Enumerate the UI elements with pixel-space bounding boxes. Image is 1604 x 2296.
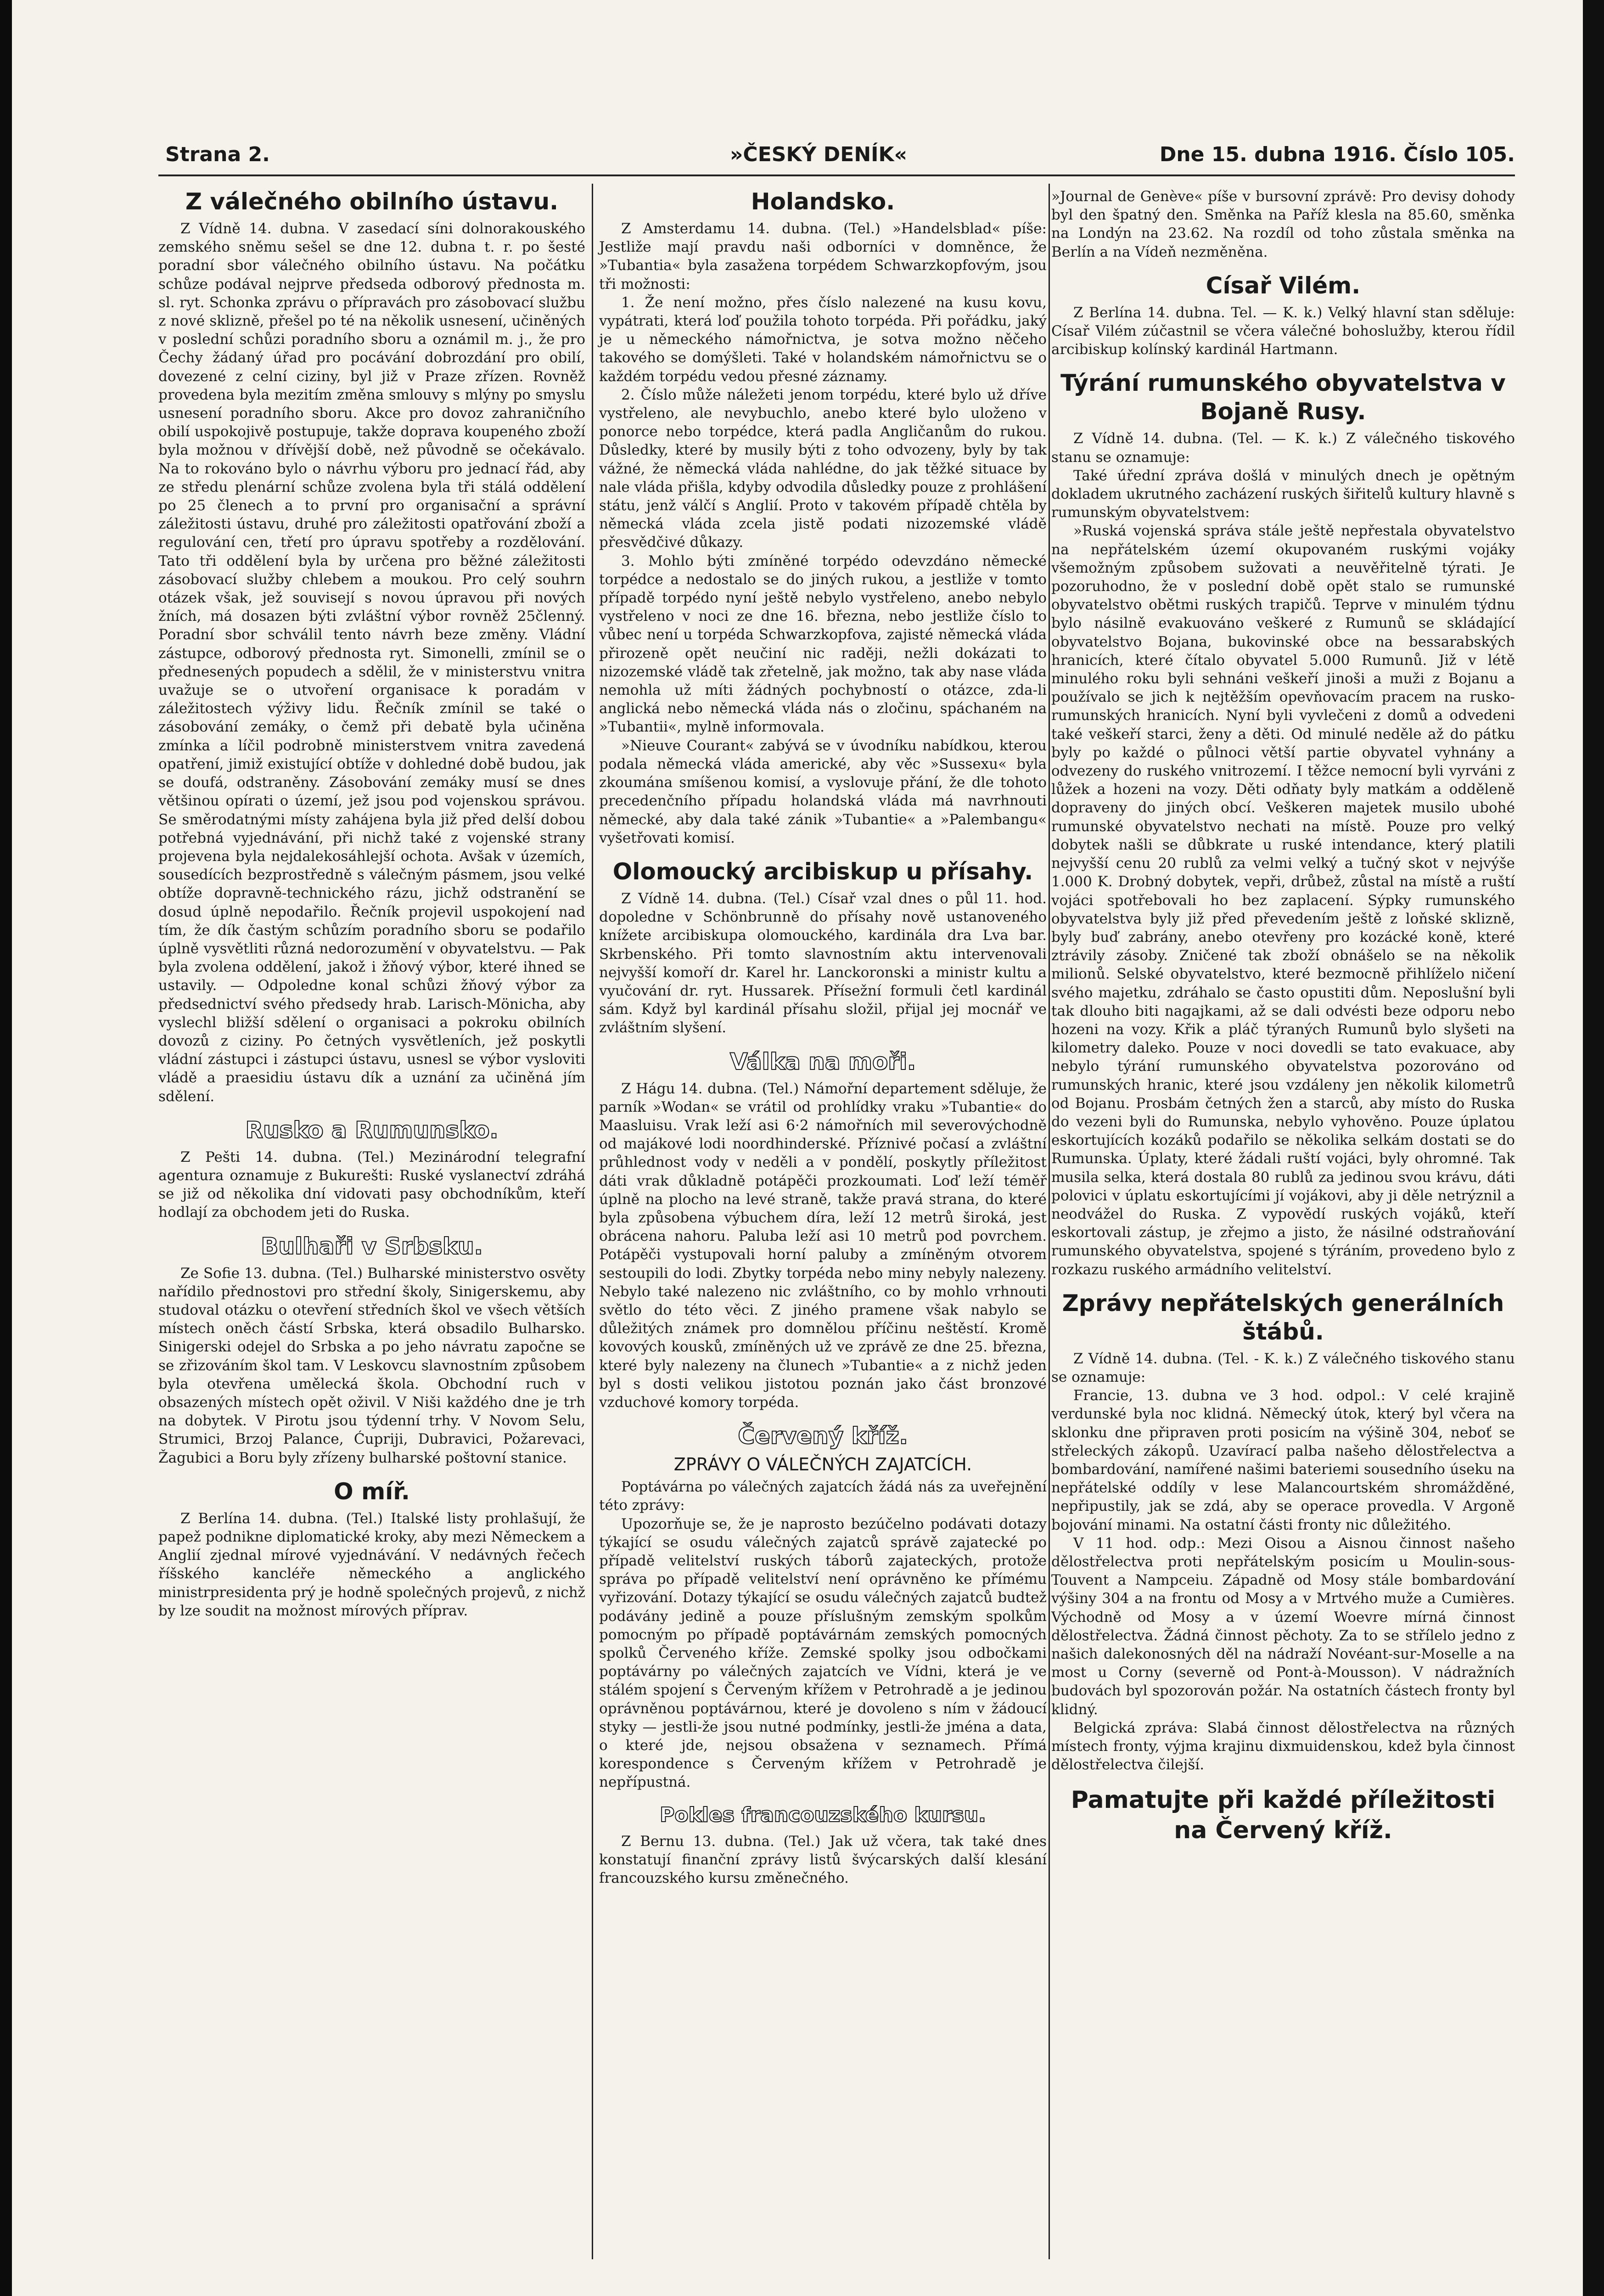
article-paragraph: Z Bernu 13. dubna. (Tel.) Jak už včera, tak také dnes konstatují finanční zprávy listů švýcarských další klesání francouzského kursu změnečného.: [599, 1833, 1047, 1887]
article: [599, 1047, 1047, 1412]
column-middle: [599, 187, 1047, 1887]
article-headline: Rusko a Rumunsko.: [245, 1116, 499, 1143]
scan-edge-left: [0, 0, 12, 2296]
column-right: [1051, 187, 1515, 1846]
article-headline: Císař Vilém.: [1206, 272, 1361, 299]
article-paragraph: Z Vídně 14. dubna. (Tel.) Císař vzal dnes o půl 11. hod. dopoledne v Schönbrunně do přísahy nově ustanoveného knížete arcibiskupa olomouckého, kardinála dra Lva bar. Skrbenského. Při tomto slavnostním aktu intervenovali nejvyšší komoří dr. Karel hr. Lanckoronski a ministr kultu a vyučování dr. ryt. Hussarek. Přísežní formuli četl kardinál sám. Když byl kardinál přísahu složil, přijal jej mocnář ve zvláštním slyšení.: [599, 890, 1047, 1036]
article: [1051, 1289, 1515, 1774]
column-rule: [592, 184, 593, 2259]
article-paragraph: Belgická zpráva: Slabá činnost dělostřelectva na různých místech fronty, výjma krajinu dixmuidenskou, kdež byla činnost dělostřelectva čilejší.: [1051, 1719, 1515, 1773]
article-paragraph: Francie, 13. dubna ve 3 hod. odpol.: V celé krajině verdunské byla noc klidná. Německý útok, který byl včera na sklonku dne připraven proti posicím na výšině 304, neboť se střeleckých zákopů. Uzavírací palba našeho dělostřelectva a bombardování, namířené našimi bateriemi sousedního úseku na nepřátelské oddíly v lese Malancourtském shromážděné, nepřipustily, jak se zdá, aby se operace provedla. V Argoně bojování minami. Na ostatní části fronty nic důležitého.: [1051, 1387, 1515, 1533]
article-paragraph: Z Vídně 14. dubna. V zasedací síni dolnorakouského zemského sněmu sešel se dne 12. dubna t. r. po šesté poradní sbor válečného obilního ústavu. Na počátku schůze podával nejprve předseda odborový přednosta m. sl. ryt. Schonka zprávu o přípravách pro zásobovací službu z nové sklizně, přešel po té na několik usnesení, učiněných v poslední schůzi poradního sboru a oznámil m. j., že pro Čechy žádaný úřad pro pocávání dobrozdání pro obilí, dovezené z celní ciziny, byl již v Praze zřízen. Rovněž provedena byla mezitím změna smlouvy s mlýny po smyslu usnesení poradního sboru. Akce pro dovoz zahraničního obilí uspokojivě postupuje, takže doprava koupeného zboží byla možnou v dřívější době, než původně se očekávalo. Na to rokováno bylo o návrhu výboru pro jednací řád, aby ze středu plenární schůze zvolena byla tři stálá oddělení po 25 členech a to první pro organisační a správní záležitosti ústavu, druhé pro záležitosti opatřování zboží a regulování cen, třetí pro úpravu spotřeby a rozdělování. Tato tři oddělení byla by určena pro běžné záležitosti zásobovací služby chlebem a moukou. Pro celý souhrn otázek však, jež souvisejí s novou úpravou při nových žních, má dosazen býti zvláštní výbor rovněž 25členný. Poradní sbor schválil tento návrh beze změny. Vládní zástupce, odborový přednosta ryt. Simonelli, zmínil se o přednesených popudech a sdělil, že v ministerstvu vnitra uvažuje se o utvoření organisace k poradám v záležitostech výživy lidu. Řečník zmínil se také o zásobování zemáky, o čemž při debatě byla učiněna zmínka a líčil podrobně ministerstvem vnitra zavedená opatření, jimiž existující obtíže v dohledné době budou, jak se doufá, odstraněny. Zásobování zemáky musí se dnes většinou opírati o území, jež jsou pod vojenskou správou. Se směrodatnými místy zahájena byla již před delší dobou potřebná vyjednávání, při nichž také z vojenské strany projevena byla nejdalekosáhlejší ochota. Avšak v územích, sousedících bezprostředně s válečným pásmem, jsou velké obtíže dopravně-technického rázu, jichž odstranění se dosud úplně nepodařilo. Řečník projevil uspokojení nad tím, že dík častým schůzím poradního sboru se podařilo úplně vysvětliti různá nedorozumění v obyvatelstvu. — Pak byla zvolena oddělení, jakož i žňový výbor, které ihned se ustavily. — Odpoledne konal schůzi žňový výbor za předsednictví svého předsedy hrab. Larisch-Mönicha, aby vyslechl bližší sdělení o organisaci a pokroku obilních dovozů z ciziny. Po četných vysvětleních, jež poskytli vládní zástupci i zástupci ústavu, usnesl se výbor vysloviti vládě a praesidiu ústavu dík a uznání za učiněná jím sdělení.: [158, 220, 585, 1105]
page-number: Strana 2.: [165, 143, 270, 166]
column-rule: [1049, 184, 1050, 2259]
article-paragraph: Také úřední zpráva došlá v minulých dnech je opětným dokladem ukrutného zacházení ruských šiřitelů kultury hlavně s rumunským obyvatelstvem:: [1051, 467, 1515, 521]
article-paragraph: 3. Mohlo býti zmíněné torpédo odevzdáno německé torpédce a nedostalo se do jiných rukou, a jestliže v tomto případě torpédo nyní ještě nebylo vystřeleno, anebo nebylo vystřeleno v noci ze dne 16. března, nebo jestliže číslo to vůbec není u torpéda Schwarzkopfova, zajisté německá vláda přirozeně opět neučiní nic raději, nežli dokázati to nizozemské vládě tak zřetelně, jak možno, tak aby nase vláda nemohla už míti žádných pochybností o otázce, zda-li anglická nebo německá vláda nás o zločinu, spáchaném na »Tubantii«, mylně informovala.: [599, 552, 1047, 736]
article-paragraph: Z Berlína 14. dubna. (Tel.) Italské listy prohlašují, že papež podnikne diplomatické kroky, aby mezi Německem a Anglií zjednal mírové vyjednávání. V nedávných řečech říšského kancléře německého a anglického ministrpresidenta prý je hodně společných projevů, z nichž by lze soudit na možnost mírových příprav.: [158, 1510, 585, 1619]
date-issue: Dne 15. dubna 1916. Číslo 105.: [1159, 143, 1515, 166]
article-headline: Červený kříž.: [738, 1423, 908, 1450]
header-rule: [158, 174, 1515, 176]
article-paragraph: 2. Číslo může náležeti jenom torpédu, které bylo už dříve vystřeleno, ale nevybuchlo, anebo které bylo uloženo v ponorce nebo torpédce, která padla Angličanům do rukou. Důsledky, které by musily býti z toho odvozeny, byly by tak vážné, že německá vláda nahlédne, do jak těžké situace by nale vláda přišla, kdyby odvodila důsledky pouze z prohlášení státu, jenž válčí s Anglií. Proto v takovém případě chtěla by německá vláda zcela jistě podati nizozemské vládě přesvědčivé důkazy.: [599, 386, 1047, 551]
article-paragraph: Upozorňuje se, že je naprosto bezúčelno podávati dotazy týkající se osudu válečných zajatců správě zajatecké po případě velitelství ruských táborů zajateckých, protože správa po případě velitelství není oprávněno ke přímému vyřizování. Dotazy týkající se osudu válečných zajatců budtež podávány jedině a pouze příslušným zemským spolkům pomocným po případě poptávárnám zemských pomocných spolků Červeného kříže. Zemské spolky jsou odbočkami poptávárny po válečných zajatcích ve Vídni, která je ve stálém spojení s Červeným křížem v Petrohradě a je jedinou oprávněnou poptávárnou, které je dovoleno s ním v žádoucí styky — jestli-že jsou nutné podmínky, jestli-že jména a data, o které jde, nejsou obsažena v seznamech. Přímá korespondence s Červeným křížem v Petrohradě je nepřípustná.: [599, 1515, 1047, 1791]
article: [599, 1422, 1047, 1791]
scan-edge-right: [1583, 0, 1604, 2296]
article-paragraph: Ze Sofie 13. dubna. (Tel.) Bulharské ministerstvo osvěty nařídilo přednostovi pro střední školy, Sinigerskemu, aby studoval otázku o otevření středních škol ve všech větších místech oněch částí Srbska, která obsadilo Bulharsko. Sinigerski odejel do Srbska a po jeho návratu započne se se zřizováním škol tam. V Leskovcu slavnostním způsobem byla otevřena umělecká škola. Obchodní ruch v obsazených místech opět oživil. V Niši každého dne je trh na dobytek. V Pirotu jsou týdenní trhy. V Novom Selu, Strumici, Brzoj Palance, Ćupriji, Dubravici, Požarevaci, Žagubici a Boru byly zřízeny bulharské poštovní stanice.: [158, 1265, 585, 1466]
article: [1051, 187, 1515, 261]
article-headline: Zprávy nepřátelských generálních štábů.: [1062, 1289, 1504, 1345]
article: [599, 857, 1047, 1037]
article-paragraph: Z Pešti 14. dubna. (Tel.) Mezinárodní telegrafní agentura oznamuje z Bukurešti: Ruské vyslanectví zdráhá se již od několika dní vidovati pasy obchodníkům, kteří hodlají za obchodem jeti do Ruska.: [158, 1148, 585, 1221]
article-headline: Olomoucký arcibiskup u přísahy.: [612, 858, 1033, 885]
article-paragraph: Poptávárna po válečných zajatcích žádá nás za uveřejnění této zprávy:: [599, 1479, 1047, 1514]
article-headline: Válka na moři.: [729, 1048, 916, 1075]
article-paragraph: Z Berlína 14. dubna. Tel. — K. k.) Velký hlavní stan sděluje: Císař Vilém zúčastnil se včera válečné bohoslužby, kterou řídil arcibiskup kolínský kardinál Hartmann.: [1051, 304, 1515, 358]
article: [158, 1232, 585, 1467]
article-headline: Z válečného obilního ústavu.: [185, 188, 559, 215]
red-cross-appeal: Pamatujte při každé příležitosti na Červený kříž.: [1071, 1786, 1496, 1845]
article-paragraph: Z Vídně 14. dubna. (Tel. - K. k.) Z válečného tiskového stanu se oznamuje:: [1051, 1350, 1515, 1385]
article-paragraph: »Nieuve Courant« zabývá se v úvodníku nabídkou, kterou podala německá vláda americké, aby věc »Sussexu« byla zkoumána smíšenou komisí, a vyslovuje přání, že dle tohoto precedenčního případu holandská vláda má navrhnouti německé, aby dala také zánik »Tubantie« a »Palembangu« vyšetřovati komisí.: [599, 737, 1047, 846]
page-header: [165, 140, 1515, 172]
article: [599, 187, 1047, 847]
article: [158, 187, 585, 1106]
article: [1051, 271, 1515, 359]
article-paragraph: Z Vídně 14. dubna. (Tel. — K. k.) Z válečného tiskového stanu se oznamuje:: [1051, 430, 1515, 466]
article: [1051, 369, 1515, 1278]
article-headline: Bulhaři v Srbsku.: [261, 1232, 483, 1260]
article-paragraph: »Ruská vojenská správa stále ještě nepřestala obyvatelstvo na nepřátelském území okupovaném ruskými vojáky všemožným způsobem sužovati a neuvěřitelně týrati. Je pozoruhodno, že v poslední době opět stalo se rumunské obyvatelstvo obětmi ruských trapičů. Teprve v minulém týdnu bylo násilně evakuováno veškeré z Rumunů se skládající obyvatelstvo Bojana, bukovinské obce na bessarabských hranicích, které čítalo obyvatel 5.000 Rumunů. Již v létě minulého roku byli sehnáni veškeří jinoši a muži z Bojanu a používalo se jich k nejtěžším opevňovacím pracem na rusko-rumunských hranicích. Nyní byli vyvlečeni z domů a odvedeni také veškeří starci, ženy a děti. Od minulé neděle až do pátku byly po každé o půlnoci větší partie obyvatel vyhnány a odvezeny do ruského vnitrozemí. I těžce nemocní byli vyrváni z lůžek a hozeni na vozy. Děti odňaty byly matkám a odděleně dopraveny do jiných obcí. Veškeren majetek musilo ubohé rumunské obyvatelstvo nechati na místě. Pouze pro velký dobytek našli se důbkrate u ruské intendance, který platili nejvyšší cenu 20 rublů za velmi velký a tučný skot v nejvýše 1.000 K. Drobný dobytek, vepři, drůbež, zůstal na místě a ruští vojáci spotřebovali ho bez zaplacení. Sýpky rumunského obyvatelstva byly již před převedením ještě z loňské sklizně, byly buď zabrány, anebo otevřeny pro kozácké koně, které ztrávily zásoby. Zničené tak zboží obnášelo se na několik milionů. Selské obyvatelstvo, které bezmocně přihlíželo ničení svého majetku, zdráhalo se často opustiti dům. Neposlušní byli tak dlouho biti nagajkami, až se dali odvésti beze odporu nebo hozeni na vozy. Křik a pláč týraných Rumunů bylo slyšeti na kilometry daleko. Pouze v noci dovedli se tato evakuace, aby nebylo týrání rumunského obyvatelstva pozorováno od rumunských hranic, které jsou vzdáleny jen několik kilometrů od Bojanu. Prosbám četných žen a starců, aby místo do Ruska do vezeni byli do Rumunska, nebylo vyhověno. Pouze úplatou eskortujících kozáků podařilo se několika selkám dostati se do Rumunska. Úplaty, které žádali ruští vojáci, byly ohromné. Tak musila selka, která dostala 80 rublů za jedinou svou krávu, dáti polovici v úplatu eskortujícími jí vojákovi, aby ji děle netrýznil a neodvážel do Ruska. Z vypovědí ruských vojáků, kteří eskortovali zástup, je zřejmo a jisto, že násilné odstraňování rumunského obyvatelstva, spojené s týráním, provedeno bylo z rozkazu ruského armádního velitelství.: [1051, 523, 1515, 1278]
article: [158, 1477, 585, 1620]
article: [599, 1802, 1047, 1888]
column-left: [158, 187, 585, 1620]
article-headline: Týrání rumunského obyvatelstva v Bojaně Rusy.: [1060, 370, 1506, 425]
article-paragraph: 1. Že není možno, přes číslo nalezené na kusu kovu, vypátrati, která loď použila tohoto torpéda. Při pořádku, jaký je u německého námořnictva, je sotva možno něčeho takového se domýšleti. Také v holandském námořnictvu se o každém torpédu vedou přesné záznamy.: [599, 294, 1047, 385]
article-paragraph: Z Hágu 14. dubna. (Tel.) Námořní departement sděluje, že parník »Wodan« se vrátil od prohlídky vraku »Tubantie« do Maasluisu. Vrak leží asi 6·2 námořních mil severovýchodně od majákové lodi noordhinderské. Příznivé počasí a zvláštní průhlednost vody v neděli a v pondělí, poskytly příležitost dáti vrak důkladně potápěči prozkoumati. Loď leží téměř úplně na plocho na levé straně, takže pravá strana, do které byla způsobena výbuchem díra, leží 12 metrů široká, jest obrácena nahoru. Paluba leží asi 10 metrů pod povrchem. Potápěči vystupovali horní paluby a zmíněným otvorem sestoupili do lodi. Zbytky torpéda nebo miny nebyly nalezeny. Nebylo také nalezeno nic zvláštního, co by mohlo vrhnouti světlo do této věci. Z jiného pramene však nabylo se důležitých známek pro domnělou příčinu neštěstí. Kromě kovových kousků, zmíněných už ve zprávě ze dne 25. března, které byly nalezeny na člunech »Tubantie« a z nichž jeden byl s dosti velikou jistotou poznán jako část bronzové vzduchové komory torpéda.: [599, 1080, 1047, 1411]
article-headline: O míř.: [334, 1478, 410, 1505]
article-subheadline: ZPRÁVY O VÁLEČNÝCH ZAJATCÍCH.: [673, 1454, 972, 1475]
article-paragraph: Z Amsterdamu 14. dubna. (Tel.) »Handelsblad« píše: Jestliže mají pravdu naši odborníci v domněnce, že »Tubantia« byla zasažena torpédem Schwarzkopfovým, jsou tři možnosti:: [599, 220, 1047, 293]
article-paragraph: »Journal de Genève« píše v bursovní zprávě: Pro devisy dohody byl den špatný den. Směnka na Paříž klesla na 85.60, směnka na Londýn na 23.62. Na rozdíl od toho zůstala směnka na Berlín a na Vídeň nezměněna.: [1051, 188, 1515, 260]
article-paragraph: V 11 hod. odp.: Mezi Oisou a Aisnou činnost našeho dělostřelectva proti nepřátelským posicím u Moulin-sous-Touvent a Nampceiu. Západně od Mosy stále bombardování výšiny 304 a na frontu od Mosy a v Mrtvého muže a Cumières. Východně od Mosy a v území Woevre mírná činnost dělostřelectva. Žádná činnost pěchoty. Za to se střílelo jedno z našich dalekonosných děl na nádraží Novéant-sur-Moselle a na most u Corny (severně od Pont-à-Mousson). V nádražních budovách byl spozorován požár. Na ostatních částech fronty byl klidný.: [1051, 1535, 1515, 1718]
masthead: »ČESKÝ DENÍK«: [730, 143, 908, 166]
article: [158, 1116, 585, 1222]
article-headline: Holandsko.: [751, 188, 895, 215]
article-headline: Pokles francouzského kursu.: [660, 1803, 986, 1827]
